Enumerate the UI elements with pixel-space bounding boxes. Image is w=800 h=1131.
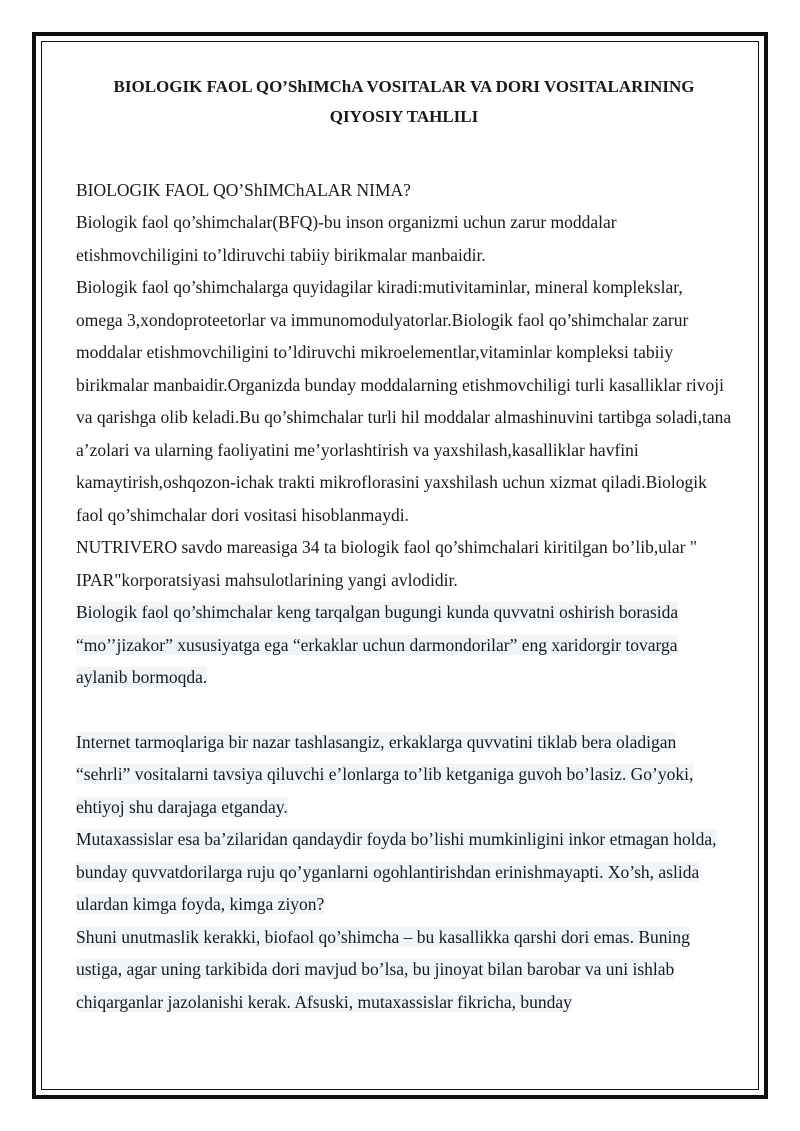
paragraph-gap (76, 694, 732, 726)
paragraph-market-trend (76, 596, 732, 694)
document-title: BIOLOGIK FAOL QO’ShIMChA VOSITALAR VA DORI VOSITALARINING QIYOSIY TAHLILI (113, 77, 695, 126)
highlighted-text: Biologik faol qo’shimchalar keng tarqalgan bugungi kunda quvvatni oshirish borasida “mo’’jizakor” xususiyatga ega “erkaklar uchun darmondorilar” eng xaridorgir tovarga aylanib bormoqda. (76, 602, 679, 687)
section-heading: BIOLOGIK FAOL QO’ShIMChALAR NIMA? (76, 180, 411, 200)
paragraph-nutrivero: NUTRIVERO savdo mareasiga 34 ta biologik faol qo’shimchalari kiritilgan bo’lib,ular " IPAR"korporatsiyasi mahsulotlarining yangi avlodidir. (76, 537, 697, 590)
paragraph-not-medicine (76, 921, 732, 1019)
paragraph-expert-warning (76, 823, 732, 921)
paragraph-internet-ads (76, 726, 732, 824)
document-body (76, 72, 732, 1018)
paragraph-composition: Biologik faol qo’shimchalarga quyidagilar kiradi:mutivitaminlar, mineral komplekslar, omega 3,xondoproteetorlar va immunomodulyatorlar.Biologik faol qo’shimchalar zarur moddalar etishmovchiligini to’ldiruvchi mikroelementlar,vitaminlar kompleksi tabiiy birikmalar manbaidir.Organizda bunday moddalarning etishmovchiligi turli kasalliklar rivoji va qarishga olib keladi.Bu qo’shimchalar turli hil moddalar almashinuvini tartibga soladi,tana a’zolari va ularning faoliyatini me’yorlashtirish va yaxshilash,kasalliklar havfini kamaytirish,oshqozon-ichak trakti mikroflorasini yaxshilash uchun xizmat qiladi.Biologik faol qo’shimchalar dori vositasi hisoblanmaydi. (76, 277, 732, 525)
paragraph-definition: Biologik faol qo’shimchalar(BFQ)-bu inson organizmi uchun zarur moddalar etishmovchiligini to’ldiruvchi tabiiy birikmalar manbaidir. (76, 212, 617, 265)
highlighted-text: Shuni unutmaslik kerakki, biofaol qo’shimcha – bu kasallikka qarshi dori emas. Buning ustiga, agar uning tarkibida dori mavjud bo’lsa, bu jinoyat bilan barobar va uni ishlab chiqarganlar jazolanishi kerak. Afsuski, mutaxassislar fikricha, bunday (76, 926, 690, 1012)
highlighted-text: Internet tarmoqlariga bir nazar tashlasangiz, erkaklarga quvvatini tiklab bera oladigan “sehrli” vositalarni tavsiya qiluvchi e’lonlarga to’lib ketganiga guvoh bo’lasiz. Go’yoki, ehtiyoj shu darajaga etganday. (76, 731, 694, 817)
highlighted-text: Mutaxassislar esa ba’zilaridan qandaydir foyda bo’lishi mumkinligini inkor etmagan holda, bunday quvvatdorilarga ruju qo’yganlarni ogohlantirishdan erinishmayapti. Xo’sh, aslida ulardan kimga foyda, kimga ziyon? (76, 829, 717, 914)
